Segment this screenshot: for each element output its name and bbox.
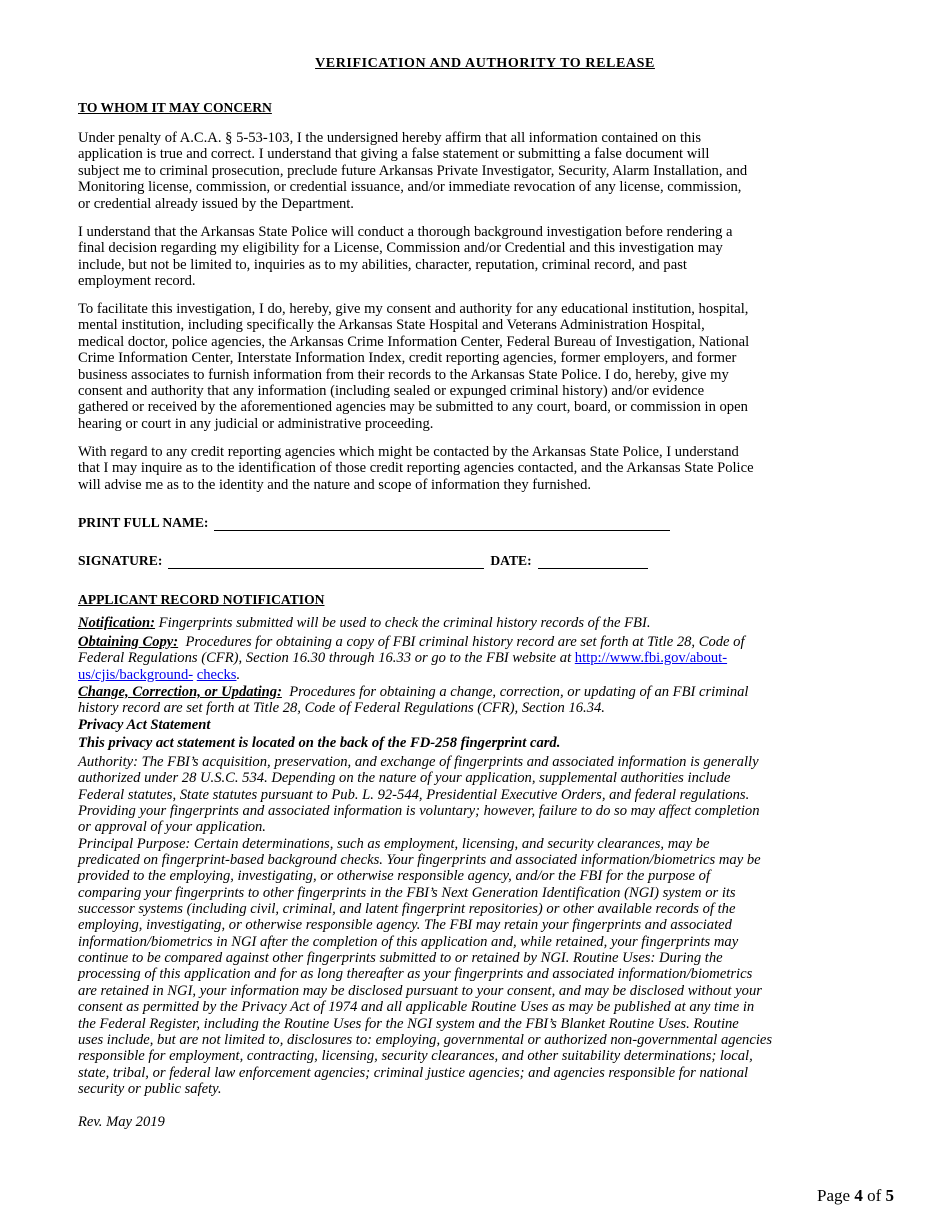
text-line: provided to the employing, investigating, or otherwise responsible agency, and/or the FBI for the purpose of — [78, 868, 711, 885]
text-line: will advise me as to the identity and the nature and scope of information they furnished. — [78, 476, 592, 493]
notification-text: Fingerprints submitted will be used to check the criminal history records of the FBI. — [155, 615, 651, 631]
current-page: 4 — [854, 1186, 863, 1205]
text-line: subject me to criminal prosecution, preclude future Arkansas Private Investigator, Security, Alarm Installation, and — [78, 162, 748, 179]
text-line: Providing your fingerprints and associated information is voluntary; however, failure to do so may affect completion — [78, 803, 760, 820]
paragraph-background-investigation — [78, 224, 733, 290]
text-line: processing of this application and for as long thereafter as your fingerprints and associated information/biometrics — [78, 966, 753, 983]
text-line: hearing or court in any judicial or administrative proceeding. — [78, 415, 434, 432]
text-line: predicated on fingerprint-based background checks. Your fingerprints and associated information/biometrics may be — [78, 852, 761, 869]
obtaining-copy-block: Obtaining Copy: Procedures for obtaining a copy of FBI criminal history record are set forth at Title 28, Code of Federal Regulations (CFR), Section 16.30 through 16.33 or go to the FBI website at http://www.fbi.gov/about- us/cjis/background- checks. — [78, 634, 745, 683]
text-line: medical doctor, police agencies, the Arkansas Crime Information Center, Federal Bureau of Investigation, National — [78, 333, 750, 350]
total-pages: 5 — [885, 1186, 894, 1205]
text-line: uses include, but are not limited to, disclosures to: employing, governmental or authorized non-governmental agencies — [78, 1031, 773, 1048]
revision-date: Rev. May 2019 — [78, 1114, 165, 1130]
signature-row — [78, 553, 648, 569]
change-correction-text-2: history record are set forth at Title 28, Code of Federal Regulations (CFR), Section 16.34. — [78, 700, 605, 717]
paragraph-affirmation — [78, 130, 747, 212]
print-name-row — [78, 515, 670, 531]
date-label: DATE: — [490, 553, 532, 568]
change-correction-text: Procedures for obtaining a change, correction, or updating of an FBI criminal — [281, 684, 749, 700]
fbi-website-link[interactable]: http://www.fbi.gov/about- — [574, 650, 728, 667]
text-line: I understand that the Arkansas State Police will conduct a thorough background investigation before rendering a — [78, 224, 733, 240]
change-correction-block — [78, 684, 748, 733]
print-name-label: PRINT FULL NAME: — [78, 515, 209, 530]
fbi-website-link-end[interactable]: checks — [196, 666, 237, 683]
text-line: Authority: The FBI’s acquisition, preservation, and exchange of fingerprints and associated information is generally — [78, 754, 759, 770]
text-line: gathered or received by the aforementioned agencies may be submitted to any court, board, or commission in open — [78, 399, 748, 416]
text-line: responsible for employment, contracting, licensing, security clearances, and other suitability determinations; local, — [78, 1048, 753, 1065]
text-line: consent as permitted by the Privacy Act of 1974 and all applicable Routine Uses as may be published at any time in — [78, 999, 755, 1016]
signature-label: SIGNATURE: — [78, 553, 163, 568]
text-line: employing, investigating, or otherwise responsible agency. The FBI may retain your fingerprints and associated — [78, 917, 732, 934]
text-line: security or public safety. — [78, 1080, 222, 1097]
text-line: state, tribal, or federal law enforcement agencies; criminal justice agencies; and agencies responsible for national — [78, 1064, 749, 1081]
change-correction-label: Change, Correction, or Updating: — [78, 684, 282, 700]
paragraph-credit-reporting — [78, 444, 754, 493]
text-line: With regard to any credit reporting agencies which might be contacted by the Arkansas State Police, I understand — [78, 444, 739, 460]
privacy-statement — [78, 754, 772, 1097]
privacy-act-heading: Privacy Act Statement — [78, 716, 211, 733]
notification-label: Notification: — [78, 615, 156, 631]
text-line: information/biometrics in NGI after the completion of this application and, while retained, your fingerprints may — [78, 933, 739, 950]
text-line: successor systems (including civil, criminal, and latent fingerprint repositories) or other available records of the — [78, 901, 736, 918]
paragraph-consent — [78, 301, 749, 432]
signature-input-line[interactable] — [168, 554, 484, 569]
applicant-record-heading: APPLICANT RECORD NOTIFICATION — [78, 592, 325, 607]
text-line: are retained in NGI, your information may be disclosed pursuant to your consent, and may be disclosed without your — [78, 982, 762, 999]
text-line: that I may inquire as to the identification of those credit reporting agencies contacted, and the Arkansas State Police — [78, 460, 754, 477]
text-line: authorized under 28 U.S.C. 534. Depending on the nature of your application, supplemental authorities include — [78, 770, 731, 787]
text-line: the Federal Register, including the Routine Uses for the NGI system and the FBI’s Blanket Routine Uses. Routine — [78, 1015, 739, 1032]
text-line: or credential already issued by the Department. — [78, 195, 354, 212]
text-line: Principal Purpose: Certain determinations, such as employment, licensing, and security clearances, may be — [78, 835, 710, 852]
text-line: Crime Information Center, Interstate Information Index, credit reporting agencies, former employers, and former — [78, 350, 737, 367]
text-line: Federal statutes, State statutes pursuant to Pub. L. 92-544, Presidential Executive Orders, and federal regulations. — [78, 786, 750, 803]
text-line: employment record. — [78, 273, 196, 290]
text-line: mental institution, including specifically the Arkansas State Hospital and Veterans Administration Hospital, — [78, 317, 705, 334]
date-input-line[interactable] — [538, 554, 648, 569]
text-line: consent and authority that any information (including sealed or expunged criminal history) and/or evidence — [78, 383, 705, 400]
text-line: application is true and correct. I understand that giving a false statement or submitting a false document will — [78, 146, 710, 163]
text-line: final decision regarding my eligibility for a License, Commission and/or Credential and this investigation may — [78, 240, 723, 257]
text-line: include, but not be limited to, inquiries as to my abilities, character, reputation, criminal record, and past — [78, 256, 687, 273]
text-line: To facilitate this investigation, I do, hereby, give my consent and authority for any educational institution, hospital, — [78, 301, 749, 317]
of-word: of — [862, 1186, 886, 1205]
page-number — [817, 1186, 894, 1206]
privacy-note: This privacy act statement is located on the back of the FD-258 fingerprint card. — [78, 735, 561, 751]
text-line: comparing your fingerprints to other fingerprints in the FBI’s Next Generation Identification (NGI) system or its — [78, 884, 736, 901]
obtaining-copy-text-2: Federal Regulations (CFR), Section 16.30 through 16.33 or go to the FBI website at — [78, 650, 575, 667]
print-name-input-line[interactable] — [214, 516, 670, 531]
notification-block — [78, 615, 650, 631]
obtaining-copy-label: Obtaining Copy: — [78, 634, 179, 650]
text-line: business associates to furnish information from their records to the Arkansas State Police. I do, hereby, give my — [78, 366, 729, 383]
text-line: continue to be compared against other fingerprints submitted to or retained by NGI. Routine Uses: During the — [78, 950, 723, 967]
text-line: or approval of your application. — [78, 819, 266, 836]
obtaining-copy-text: Procedures for obtaining a copy of FBI criminal history record are set forth at Title 28, Code of — [178, 634, 745, 650]
text-line: Monitoring license, commission, or credential issuance, and/or immediate revocation of any license, commission, — [78, 179, 742, 196]
document-title: VERIFICATION AND AUTHORITY TO RELEASE — [315, 56, 655, 71]
salutation-heading: TO WHOM IT MAY CONCERN — [78, 100, 272, 115]
page-word: Page — [817, 1186, 855, 1205]
fbi-website-link-cont[interactable]: us/cjis/background- — [78, 666, 194, 683]
text-line: Under penalty of A.C.A. § 5-53-103, I the undersigned hereby affirm that all information contained on this — [78, 130, 702, 146]
